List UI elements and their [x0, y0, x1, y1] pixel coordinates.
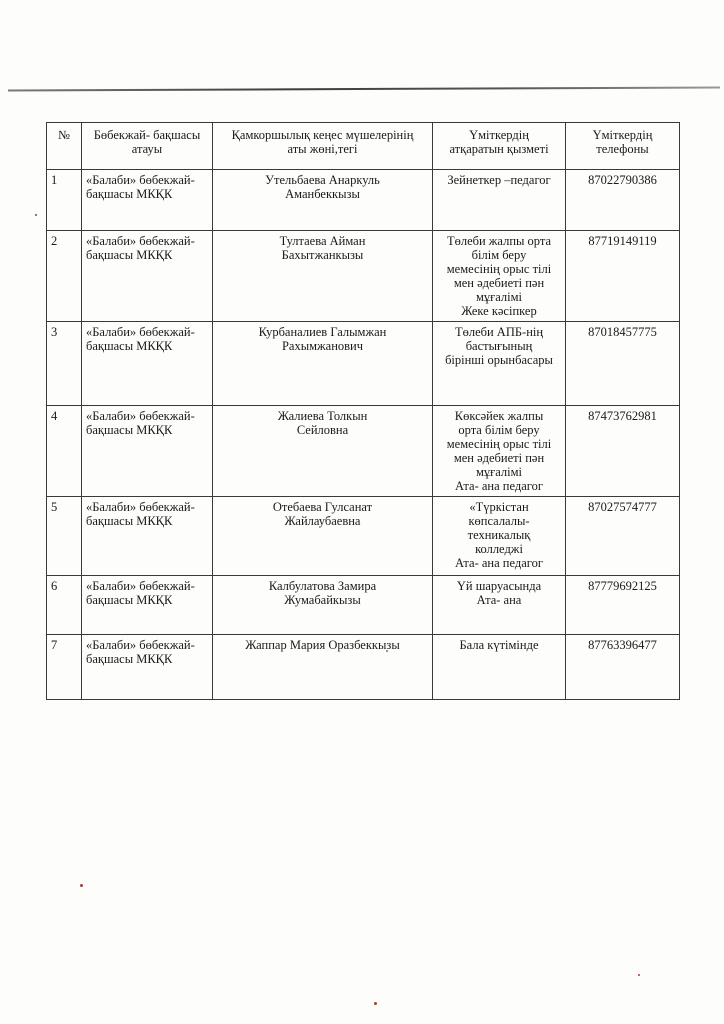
row-organization: «Балаби» бөбекжай- бақшасы МКҚК — [82, 406, 213, 497]
row-position: Көксәйек жалпы орта білім беру мемесінің орыс тілі мен әдебиеті пән мұғалімі Ата- ана педагог — [433, 406, 566, 497]
row-position: Үй шаруасында Ата- ана — [433, 576, 566, 635]
scan-speck — [374, 1002, 377, 1005]
row-phone: 87018457775 — [566, 322, 680, 406]
row-member-name: Утельбаева Анаркуль Аманбеккызы — [213, 170, 433, 231]
row-member-name: Отебаева Гулсанат Жайлаубаевна — [213, 497, 433, 576]
row-organization: «Балаби» бөбекжай- бақшасы МКҚК — [82, 231, 213, 322]
row-member-name: Калбулатова Замира Жумабайкызы — [213, 576, 433, 635]
row-organization: «Балаби» бөбекжай- бақшасы МКҚК — [82, 576, 213, 635]
table-row — [47, 497, 680, 576]
row-position: «Түркістан көпсалалы- техникалық колледжі Ата- ана педагог — [433, 497, 566, 576]
row-member-name: Курбаналиев Галымжан Рахымжанович — [213, 322, 433, 406]
header-number: № — [47, 123, 82, 170]
header-member-name: Қамкоршылық кеңес мүшелерінің аты жөні,тегі — [213, 123, 433, 170]
row-phone: 87027574777 — [566, 497, 680, 576]
header-position: Үміткердің атқаратын қызметі — [433, 123, 566, 170]
row-organization: «Балаби» бөбекжай- бақшасы МКҚК — [82, 322, 213, 406]
row-number: 4 — [47, 406, 82, 497]
row-position: Бала күтімінде — [433, 635, 566, 700]
row-organization: «Балаби» бөбекжай- бақшасы МКҚК — [82, 170, 213, 231]
row-phone: 87473762981 — [566, 406, 680, 497]
scan-speck — [638, 974, 640, 976]
row-number: 5 — [47, 497, 82, 576]
scan-speck — [35, 214, 37, 216]
row-number: 7 — [47, 635, 82, 700]
row-phone: 87719149119 — [566, 231, 680, 322]
row-position: Төлеби АПБ-нің бастығының бірінші орынбасары — [433, 322, 566, 406]
council-members-table — [46, 122, 680, 700]
table-row — [47, 406, 680, 497]
row-number: 3 — [47, 322, 82, 406]
header-phone: Үміткердің телефоны — [566, 123, 680, 170]
table-row — [47, 170, 680, 231]
row-member-name: Жалиева Толкын Сейловна — [213, 406, 433, 497]
table-row — [47, 322, 680, 406]
row-number: 6 — [47, 576, 82, 635]
row-number: 2 — [47, 231, 82, 322]
table-row — [47, 576, 680, 635]
row-phone: 87022790386 — [566, 170, 680, 231]
table-row — [47, 231, 680, 322]
header-organization: Бөбекжай- бақшасы атауы — [82, 123, 213, 170]
row-organization: «Балаби» бөбекжай- бақшасы МКҚК — [82, 497, 213, 576]
row-phone: 87779692125 — [566, 576, 680, 635]
row-member-name: Тултаева Айман Бахытжанкызы — [213, 231, 433, 322]
row-member-name: Жаппар Мария Оразбеккызы — [213, 635, 433, 700]
scan-speck — [80, 884, 83, 887]
scan-edge-line — [8, 86, 720, 91]
table-header-row — [47, 123, 680, 170]
row-organization: «Балаби» бөбекжай- бақшасы МКҚК — [82, 635, 213, 700]
row-position: Төлеби жалпы орта білім беру мемесінің орыс тілі мен әдебиеті пән мұғалімі Жеке кәсіпкер — [433, 231, 566, 322]
table-row — [47, 635, 680, 700]
row-phone: 87763396477 — [566, 635, 680, 700]
row-number: 1 — [47, 170, 82, 231]
row-position: Зейнеткер –педагог — [433, 170, 566, 231]
